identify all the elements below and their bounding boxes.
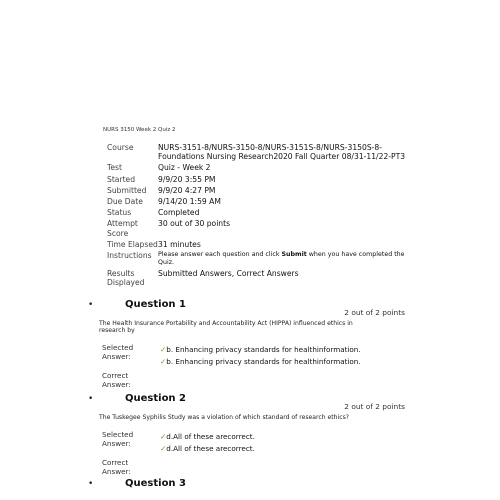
meta-row-test <box>107 163 407 174</box>
meta-value: 9/9/20 3:55 PM <box>158 174 216 184</box>
instructions-text-pre: Please answer each question and click <box>158 251 282 259</box>
meta-key: Course <box>107 143 134 152</box>
meta-value: Submitted Answers, Correct Answers <box>158 268 299 278</box>
meta-key: Started <box>107 174 136 184</box>
meta-row-due-date <box>107 197 407 208</box>
bullet: • <box>88 300 94 310</box>
question-2 <box>88 393 408 483</box>
correct-answer <box>160 444 255 453</box>
selected-answer-text: b. Enhancing privacy standards for healthinformation. <box>166 345 361 354</box>
meta-key: Instructions <box>107 251 152 261</box>
meta-row-instructions <box>107 251 407 269</box>
check-icon: ✓ <box>160 432 167 441</box>
meta-key: Test <box>107 163 122 173</box>
question-header <box>88 299 408 317</box>
question-header <box>88 393 408 411</box>
meta-row-started <box>107 175 407 186</box>
document-title: NURS 3150 Week 2 Quiz 2 <box>103 127 176 133</box>
question-text: The Health Insurance Portability and Accountability Act (HIPPA) influenced ethics in research by <box>99 320 353 335</box>
meta-value: 30 out of 30 points <box>158 219 231 229</box>
meta-value: 9/9/20 4:27 PM <box>158 185 216 195</box>
bullet: • <box>88 479 94 489</box>
selected-answer <box>160 432 255 441</box>
correct-answer-label: Correct Answer: <box>102 458 131 476</box>
question-header <box>88 478 408 492</box>
meta-value: Quiz - Week 2 <box>158 163 211 173</box>
meta-row-attempt-score <box>107 219 407 239</box>
meta-row-submitted <box>107 186 407 197</box>
correct-answer <box>160 357 361 366</box>
question-title: Question 1 <box>125 299 186 310</box>
meta-value: 31 minutes <box>158 239 201 249</box>
question-title: Question 2 <box>125 393 186 404</box>
meta-key: Time Elapsed <box>107 239 158 249</box>
meta-row-time-elapsed <box>107 240 407 251</box>
meta-value: Completed <box>158 208 200 218</box>
selected-answer-label: Selected Answer: <box>102 343 134 361</box>
check-icon: ✓ <box>160 345 167 354</box>
question-points: 2 out of 2 points <box>344 402 405 411</box>
meta-value <box>158 251 407 269</box>
meta-key: Status <box>107 208 132 218</box>
correct-answer-text: b. Enhancing privacy standards for healthinformation. <box>166 357 361 366</box>
meta-key: Due Date <box>107 197 143 207</box>
meta-key: Attempt Score <box>107 219 138 238</box>
selected-answer-label: Selected Answer: <box>102 430 134 448</box>
meta-value: 9/14/20 1:59 AM <box>158 197 221 207</box>
question-text: The Tuskegee Syphilis Study was a violation of which standard of research ethics? <box>99 414 349 421</box>
question-title: Question 3 <box>125 478 186 489</box>
bullet: • <box>88 394 94 404</box>
meta-value: NURS-3151-8/NURS-3150-8/NURS-3151S-8/NURS-3150S-8-Foundations Nursing Research2020 Fall Quarter 08/31-11/22-PT3 <box>158 143 406 162</box>
check-icon: ✓ <box>160 444 167 453</box>
question-3 <box>88 478 408 494</box>
instructions-text-post: when you have completed the Quiz. <box>158 251 405 266</box>
instructions-submit-word: Submit <box>281 251 307 259</box>
meta-row-status <box>107 208 407 219</box>
question-1 <box>88 299 408 391</box>
selected-answer-text: d.All of these arecorrect. <box>166 432 255 441</box>
selected-answer <box>160 345 361 354</box>
meta-key: Submitted <box>107 185 147 195</box>
meta-key: Results Displayed <box>107 268 145 287</box>
meta-row-results-displayed <box>107 269 407 289</box>
check-icon: ✓ <box>160 357 167 366</box>
attempt-details-table <box>107 143 407 289</box>
correct-answer-text: d.All of these arecorrect. <box>166 444 255 453</box>
question-points: 2 out of 2 points <box>344 308 405 317</box>
correct-answer-label: Correct Answer: <box>102 371 131 389</box>
meta-row-course <box>107 143 407 163</box>
